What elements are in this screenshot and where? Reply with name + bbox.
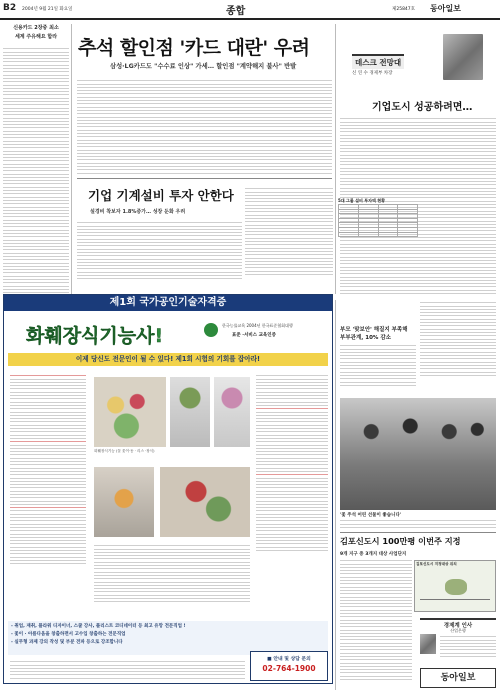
right-divider-2 xyxy=(335,300,336,690)
ad-photo-flowers xyxy=(94,377,166,447)
kimpo-map-road xyxy=(420,599,490,600)
main-story-body xyxy=(77,78,332,176)
machine-headline: 기업 기계설비 투자 안한다 xyxy=(88,188,234,203)
mr-photo-caption: '꽃 주석 어린 선물이 좋습니다' xyxy=(340,513,402,518)
ad-org-line2: 표준 ·서비스 교육인증 xyxy=(232,333,276,338)
investment-table-title: 5대 그룹 설비 투자액 현황 xyxy=(338,198,385,203)
people-body xyxy=(440,634,496,664)
people-box-subtitle: 산업은행 xyxy=(450,628,466,633)
ad-photo-arrangement-2 xyxy=(214,377,250,447)
ad-title: 화훼장식기능사! xyxy=(26,325,164,347)
left-heading-1: 신용카드 2장중 최소 xyxy=(13,25,59,31)
mr-photo-caption-body xyxy=(340,518,496,530)
machine-body-right xyxy=(245,186,333,286)
ad-org-logo xyxy=(204,323,218,337)
header-rule xyxy=(0,18,500,20)
ad-contact-box xyxy=(250,651,328,681)
kimpo-subhead: 9개 지구 중 3개지 대상 사업단지 xyxy=(340,552,407,557)
ad-bullet-3: - 실무형 과제 강의 작성 및 부분 전파 등으로 강조합니다 xyxy=(11,640,123,645)
people-box-title: 경제계 인사 xyxy=(420,618,496,629)
desk-body-right-col xyxy=(420,300,496,395)
main-subhead: 삼성·LG카드도 "수수료 인상" 가세… 할인점 "계약해지 불사" 반발 xyxy=(110,63,297,70)
ad-tagline: 이제 당신도 전문인이 될 수 있다! 제1회 시험의 기회를 잡아라! xyxy=(8,353,328,366)
paper-logo-box xyxy=(420,668,496,688)
ad-top-banner: 제1회 국가공인기술자격증 xyxy=(4,295,332,311)
ad-photo-3 xyxy=(94,467,154,537)
left-divider xyxy=(71,24,72,294)
mr-body xyxy=(340,343,416,395)
desk-badge: 데스크 전망대 xyxy=(352,54,404,69)
issue-date: 2004년 9월 21일 화요일 xyxy=(22,7,73,12)
machine-body-left xyxy=(77,220,242,285)
kimpo-rule xyxy=(340,532,496,533)
paper-name: 동아일보 xyxy=(430,3,461,13)
kimpo-body-left xyxy=(340,558,412,688)
ad-photo-4 xyxy=(160,467,250,537)
ad-body-left xyxy=(10,373,86,613)
ad-block xyxy=(3,294,333,684)
ad-photo-arrangement-1 xyxy=(170,377,210,447)
ad-photo-caption: 화훼장식기능 (꽃 꽃이·동 · 리스 ·장식) xyxy=(94,449,155,453)
section-title: 종합 xyxy=(226,6,246,17)
people-photo xyxy=(420,634,436,654)
kimpo-map-area xyxy=(445,579,467,595)
main-headline: 추석 할인점 '카드 대란' 우려 xyxy=(78,37,310,59)
ad-bullet-1: - 취업, 재취, 플라워 디자이너, 스쿨 강사, 플리스트 코디네이터 등 최고 유망 전문직업 ! xyxy=(11,624,186,629)
machine-subhead: 설경비 착보자 1.8%증가… 성장 둔화 우려 xyxy=(90,209,186,215)
right-divider xyxy=(335,24,336,294)
page-number: B2 xyxy=(3,3,17,13)
mr-bold-title-1: 부모 '맞보안' 해질지 부족해 xyxy=(340,327,408,333)
page-header xyxy=(0,0,500,20)
issue-number: 제25847호 xyxy=(392,7,416,12)
ad-bottom-text xyxy=(10,659,245,681)
paper-logo: 동아일보 xyxy=(440,673,476,683)
kimpo-headline: 김포신도시 100만평 이번주 지정 xyxy=(340,536,461,546)
ad-phone: 02-764-1900 xyxy=(262,664,316,673)
ad-bullets xyxy=(8,621,328,655)
ad-body-right xyxy=(256,373,328,618)
machine-rule xyxy=(77,178,332,179)
left-heading-2: 세계 주유해요 합라 xyxy=(14,34,58,40)
desk-title: 기업도시 성공하려면… xyxy=(372,102,473,113)
ad-body-middle xyxy=(94,543,250,608)
kimpo-map xyxy=(414,560,496,612)
mr-bold-title-2: 부부관계, 10% 감소 xyxy=(340,335,391,341)
investment-table xyxy=(338,204,418,237)
mr-photo xyxy=(340,398,496,510)
kimpo-map-label: 김포신도시 지정대상 위치 xyxy=(416,562,457,566)
ad-bullet-2: - 꽃이 · 아름다움을 창출하면서 고수입 창출하는 전문직업 xyxy=(11,632,126,637)
desk-author: 신 연 수 경제부 차장 xyxy=(352,71,393,76)
ad-contact-label: ■ 안내 및 상담 문의 xyxy=(267,657,311,662)
desk-author-photo xyxy=(443,34,483,80)
ad-org-line1: 한국능률교육 2004년 한국표준협회대행 xyxy=(222,323,293,328)
